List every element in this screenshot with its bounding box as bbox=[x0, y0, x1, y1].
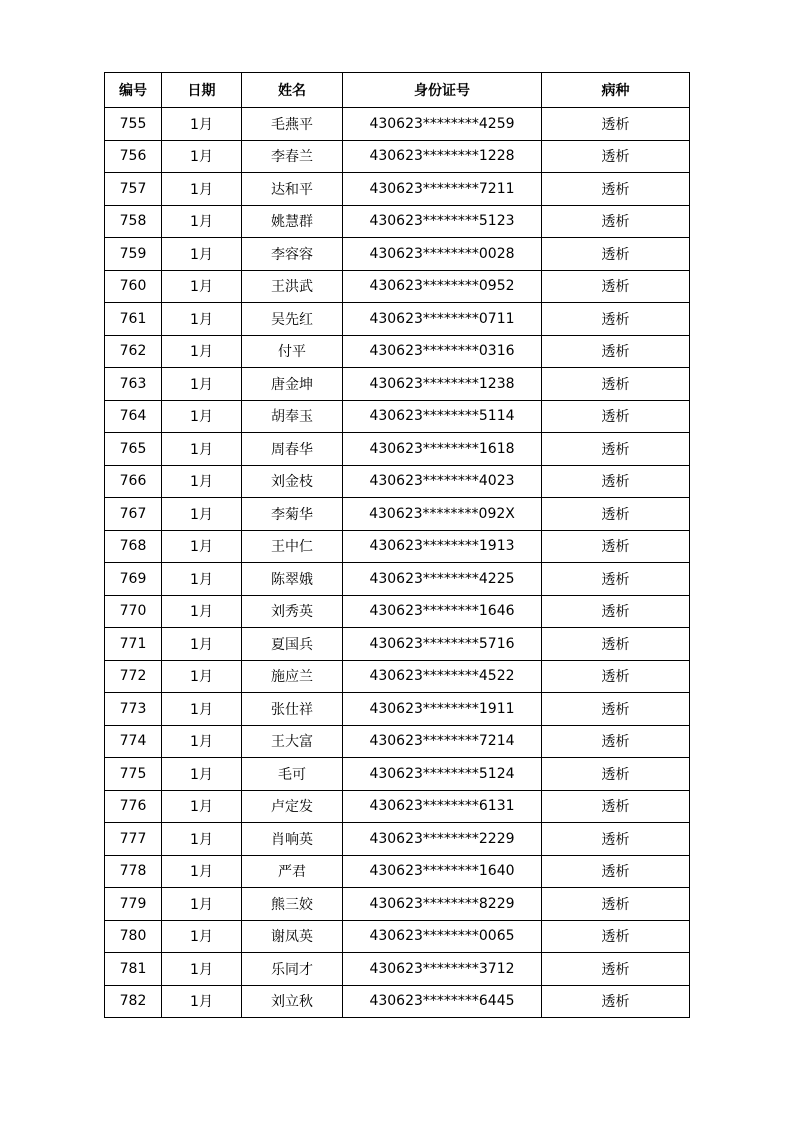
table-row bbox=[105, 270, 690, 303]
table-row bbox=[105, 238, 690, 271]
table-header bbox=[105, 73, 690, 108]
cell-name: 卢定发 bbox=[242, 790, 343, 823]
header-name: 姓名 bbox=[242, 73, 343, 108]
document-page bbox=[104, 72, 690, 1018]
cell-id-number: 430623********4522 bbox=[343, 660, 542, 693]
cell-name: 张仕祥 bbox=[242, 693, 343, 726]
cell-date: 1月 bbox=[162, 238, 242, 271]
cell-disease: 透析 bbox=[542, 985, 690, 1018]
cell-name: 谢凤英 bbox=[242, 920, 343, 953]
cell-name: 王洪武 bbox=[242, 270, 343, 303]
table-row bbox=[105, 888, 690, 921]
cell-id-number: 430623********0952 bbox=[343, 270, 542, 303]
cell-number: 762 bbox=[105, 335, 162, 368]
table-row bbox=[105, 985, 690, 1018]
cell-date: 1月 bbox=[162, 660, 242, 693]
header-date: 日期 bbox=[162, 73, 242, 108]
cell-date: 1月 bbox=[162, 953, 242, 986]
cell-disease: 透析 bbox=[542, 303, 690, 336]
cell-number: 779 bbox=[105, 888, 162, 921]
cell-number: 780 bbox=[105, 920, 162, 953]
cell-disease: 透析 bbox=[542, 920, 690, 953]
cell-id-number: 430623********1646 bbox=[343, 595, 542, 628]
cell-disease: 透析 bbox=[542, 140, 690, 173]
cell-id-number: 430623********0028 bbox=[343, 238, 542, 271]
cell-number: 766 bbox=[105, 465, 162, 498]
cell-date: 1月 bbox=[162, 368, 242, 401]
cell-name: 周春华 bbox=[242, 433, 343, 466]
cell-number: 769 bbox=[105, 563, 162, 596]
cell-date: 1月 bbox=[162, 823, 242, 856]
cell-date: 1月 bbox=[162, 628, 242, 661]
table-row bbox=[105, 368, 690, 401]
cell-id-number: 430623********5124 bbox=[343, 758, 542, 791]
cell-date: 1月 bbox=[162, 725, 242, 758]
cell-number: 765 bbox=[105, 433, 162, 466]
cell-number: 778 bbox=[105, 855, 162, 888]
cell-disease: 透析 bbox=[542, 563, 690, 596]
cell-name: 胡奉玉 bbox=[242, 400, 343, 433]
cell-name: 达和平 bbox=[242, 173, 343, 206]
cell-name: 吴先红 bbox=[242, 303, 343, 336]
table-row bbox=[105, 205, 690, 238]
cell-disease: 透析 bbox=[542, 335, 690, 368]
cell-name: 付平 bbox=[242, 335, 343, 368]
patient-table bbox=[104, 72, 690, 1018]
table-row bbox=[105, 628, 690, 661]
cell-number: 776 bbox=[105, 790, 162, 823]
cell-date: 1月 bbox=[162, 888, 242, 921]
cell-number: 759 bbox=[105, 238, 162, 271]
cell-date: 1月 bbox=[162, 595, 242, 628]
cell-name: 王大富 bbox=[242, 725, 343, 758]
cell-disease: 透析 bbox=[542, 465, 690, 498]
cell-date: 1月 bbox=[162, 985, 242, 1018]
cell-date: 1月 bbox=[162, 465, 242, 498]
cell-id-number: 430623********6131 bbox=[343, 790, 542, 823]
cell-number: 757 bbox=[105, 173, 162, 206]
cell-date: 1月 bbox=[162, 790, 242, 823]
cell-disease: 透析 bbox=[542, 855, 690, 888]
cell-name: 唐金坤 bbox=[242, 368, 343, 401]
cell-number: 767 bbox=[105, 498, 162, 531]
table-row bbox=[105, 790, 690, 823]
table-row bbox=[105, 920, 690, 953]
cell-disease: 透析 bbox=[542, 628, 690, 661]
cell-id-number: 430623********8229 bbox=[343, 888, 542, 921]
cell-number: 773 bbox=[105, 693, 162, 726]
cell-disease: 透析 bbox=[542, 270, 690, 303]
cell-name: 肖响英 bbox=[242, 823, 343, 856]
cell-id-number: 430623********1228 bbox=[343, 140, 542, 173]
cell-disease: 透析 bbox=[542, 790, 690, 823]
cell-id-number: 430623********0316 bbox=[343, 335, 542, 368]
cell-id-number: 430623********5123 bbox=[343, 205, 542, 238]
cell-disease: 透析 bbox=[542, 205, 690, 238]
cell-disease: 透析 bbox=[542, 823, 690, 856]
cell-disease: 透析 bbox=[542, 595, 690, 628]
cell-date: 1月 bbox=[162, 758, 242, 791]
cell-id-number: 430623********7211 bbox=[343, 173, 542, 206]
cell-disease: 透析 bbox=[542, 953, 690, 986]
cell-number: 760 bbox=[105, 270, 162, 303]
cell-number: 768 bbox=[105, 530, 162, 563]
cell-name: 李容容 bbox=[242, 238, 343, 271]
cell-name: 李春兰 bbox=[242, 140, 343, 173]
cell-date: 1月 bbox=[162, 563, 242, 596]
table-row bbox=[105, 660, 690, 693]
cell-name: 刘金枝 bbox=[242, 465, 343, 498]
cell-date: 1月 bbox=[162, 433, 242, 466]
table-row bbox=[105, 498, 690, 531]
cell-disease: 透析 bbox=[542, 108, 690, 141]
table-row bbox=[105, 530, 690, 563]
cell-date: 1月 bbox=[162, 140, 242, 173]
cell-name: 夏国兵 bbox=[242, 628, 343, 661]
cell-name: 乐同才 bbox=[242, 953, 343, 986]
cell-name: 熊三姣 bbox=[242, 888, 343, 921]
cell-number: 758 bbox=[105, 205, 162, 238]
table-row bbox=[105, 433, 690, 466]
cell-name: 毛燕平 bbox=[242, 108, 343, 141]
cell-disease: 透析 bbox=[542, 433, 690, 466]
cell-number: 756 bbox=[105, 140, 162, 173]
table-row bbox=[105, 465, 690, 498]
table-row bbox=[105, 693, 690, 726]
cell-name: 刘秀英 bbox=[242, 595, 343, 628]
cell-disease: 透析 bbox=[542, 693, 690, 726]
cell-name: 王中仁 bbox=[242, 530, 343, 563]
cell-number: 781 bbox=[105, 953, 162, 986]
cell-name: 毛可 bbox=[242, 758, 343, 791]
cell-id-number: 430623********1911 bbox=[343, 693, 542, 726]
cell-id-number: 430623********0711 bbox=[343, 303, 542, 336]
cell-number: 777 bbox=[105, 823, 162, 856]
cell-number: 772 bbox=[105, 660, 162, 693]
table-row bbox=[105, 108, 690, 141]
cell-number: 770 bbox=[105, 595, 162, 628]
table-row bbox=[105, 303, 690, 336]
cell-number: 771 bbox=[105, 628, 162, 661]
cell-disease: 透析 bbox=[542, 400, 690, 433]
cell-disease: 透析 bbox=[542, 725, 690, 758]
cell-date: 1月 bbox=[162, 270, 242, 303]
cell-id-number: 430623********1913 bbox=[343, 530, 542, 563]
cell-date: 1月 bbox=[162, 400, 242, 433]
cell-number: 775 bbox=[105, 758, 162, 791]
cell-id-number: 430623********4259 bbox=[343, 108, 542, 141]
cell-disease: 透析 bbox=[542, 498, 690, 531]
cell-id-number: 430623********1618 bbox=[343, 433, 542, 466]
table-row bbox=[105, 173, 690, 206]
cell-date: 1月 bbox=[162, 335, 242, 368]
cell-id-number: 430623********4225 bbox=[343, 563, 542, 596]
table-row bbox=[105, 400, 690, 433]
cell-number: 763 bbox=[105, 368, 162, 401]
cell-date: 1月 bbox=[162, 855, 242, 888]
cell-number: 774 bbox=[105, 725, 162, 758]
header-number: 编号 bbox=[105, 73, 162, 108]
table-row bbox=[105, 140, 690, 173]
cell-id-number: 430623********6445 bbox=[343, 985, 542, 1018]
table-row bbox=[105, 823, 690, 856]
cell-date: 1月 bbox=[162, 173, 242, 206]
cell-disease: 透析 bbox=[542, 238, 690, 271]
table-row bbox=[105, 595, 690, 628]
cell-disease: 透析 bbox=[542, 660, 690, 693]
cell-id-number: 430623********5716 bbox=[343, 628, 542, 661]
cell-date: 1月 bbox=[162, 303, 242, 336]
cell-id-number: 430623********4023 bbox=[343, 465, 542, 498]
cell-date: 1月 bbox=[162, 205, 242, 238]
cell-disease: 透析 bbox=[542, 368, 690, 401]
cell-id-number: 430623********2229 bbox=[343, 823, 542, 856]
cell-id-number: 430623********092X bbox=[343, 498, 542, 531]
cell-date: 1月 bbox=[162, 498, 242, 531]
header-id-number: 身份证号 bbox=[343, 73, 542, 108]
table-row bbox=[105, 335, 690, 368]
table-row bbox=[105, 758, 690, 791]
table-row bbox=[105, 855, 690, 888]
cell-id-number: 430623********5114 bbox=[343, 400, 542, 433]
cell-id-number: 430623********0065 bbox=[343, 920, 542, 953]
table-row bbox=[105, 563, 690, 596]
cell-number: 782 bbox=[105, 985, 162, 1018]
cell-disease: 透析 bbox=[542, 530, 690, 563]
cell-disease: 透析 bbox=[542, 173, 690, 206]
header-row bbox=[105, 73, 690, 108]
cell-date: 1月 bbox=[162, 920, 242, 953]
cell-number: 761 bbox=[105, 303, 162, 336]
cell-number: 764 bbox=[105, 400, 162, 433]
header-disease: 病种 bbox=[542, 73, 690, 108]
cell-name: 严君 bbox=[242, 855, 343, 888]
table-row bbox=[105, 725, 690, 758]
cell-name: 陈翠娥 bbox=[242, 563, 343, 596]
cell-id-number: 430623********1640 bbox=[343, 855, 542, 888]
cell-id-number: 430623********1238 bbox=[343, 368, 542, 401]
cell-id-number: 430623********7214 bbox=[343, 725, 542, 758]
cell-disease: 透析 bbox=[542, 758, 690, 791]
cell-date: 1月 bbox=[162, 108, 242, 141]
cell-name: 施应兰 bbox=[242, 660, 343, 693]
cell-disease: 透析 bbox=[542, 888, 690, 921]
cell-date: 1月 bbox=[162, 693, 242, 726]
cell-date: 1月 bbox=[162, 530, 242, 563]
cell-id-number: 430623********3712 bbox=[343, 953, 542, 986]
cell-number: 755 bbox=[105, 108, 162, 141]
cell-name: 姚慧群 bbox=[242, 205, 343, 238]
table-row bbox=[105, 953, 690, 986]
table-body bbox=[105, 108, 690, 1018]
cell-name: 刘立秋 bbox=[242, 985, 343, 1018]
cell-name: 李菊华 bbox=[242, 498, 343, 531]
